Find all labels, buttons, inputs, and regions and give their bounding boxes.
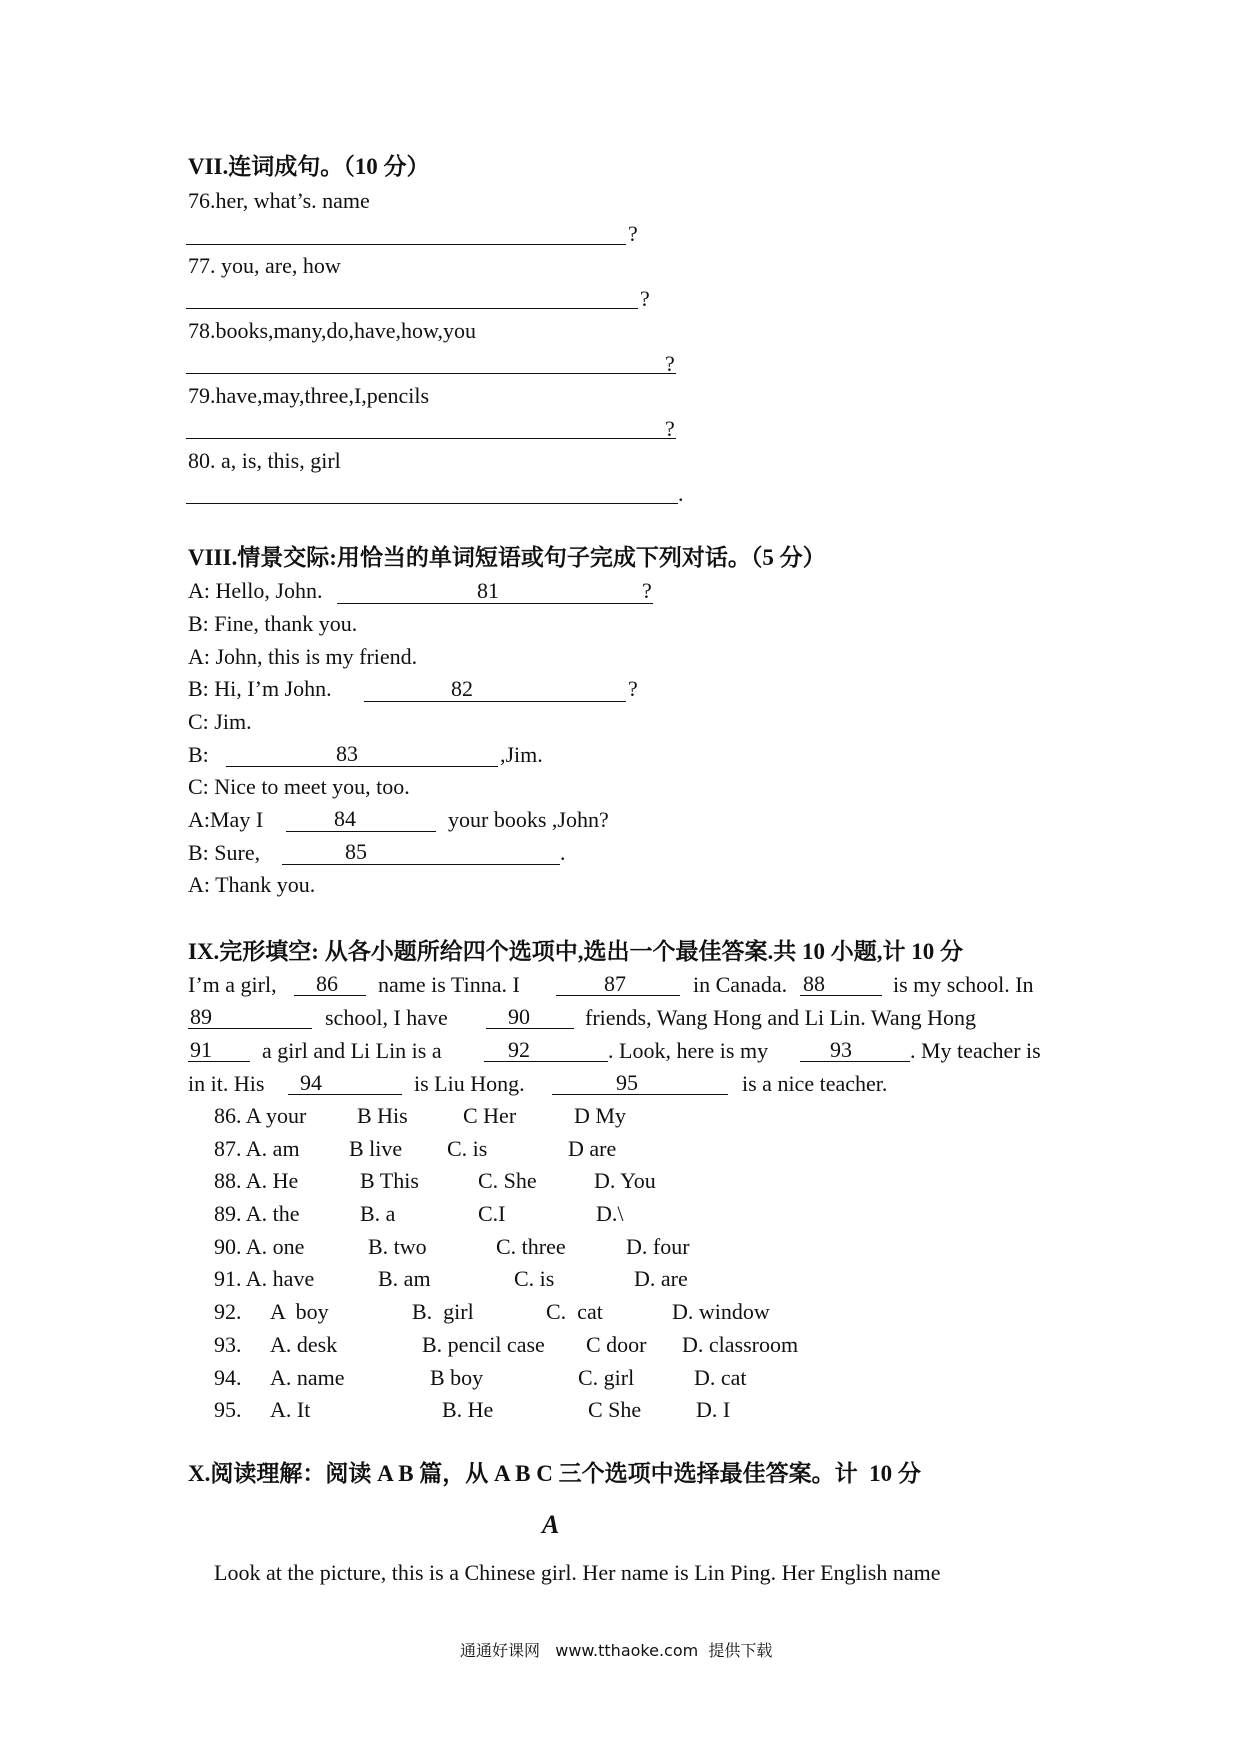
q93-option-c[interactable]: C door <box>586 1332 647 1357</box>
blank-86-number: 86 <box>316 971 338 996</box>
q79-prompt: 79.have,may,three,I,pencils <box>188 383 430 408</box>
blank-87[interactable] <box>556 971 680 996</box>
q87-option-d[interactable]: D are <box>568 1136 617 1161</box>
blank-88[interactable] <box>800 971 882 996</box>
dialog-line-4: B: Hi, I’m John. <box>188 676 332 701</box>
blank-81[interactable] <box>337 578 653 604</box>
q90-stem-a: 90. A. one <box>214 1234 305 1259</box>
q77-end: ? <box>640 286 650 311</box>
q80-end: . <box>678 481 684 506</box>
q91-option-b[interactable]: B. am <box>378 1266 431 1291</box>
blank-95-number: 95 <box>616 1070 638 1095</box>
q76-answer-line[interactable] <box>186 244 626 245</box>
section-10-title: X.阅读理解：阅读 A B 篇，从 A B C 三个选项中选择最佳答案。计 10 分 <box>188 1461 921 1486</box>
q92-stem: 92. <box>214 1299 242 1324</box>
blank-83[interactable] <box>226 741 498 767</box>
q94-option-d[interactable]: D. cat <box>694 1365 747 1390</box>
q92-option-a[interactable]: A boy <box>270 1299 329 1324</box>
q88-option-b[interactable]: B This <box>360 1168 419 1193</box>
cloze-text: . Look, here is my <box>608 1038 769 1063</box>
blank-91[interactable] <box>188 1037 250 1062</box>
blank-94-number: 94 <box>300 1070 322 1095</box>
cloze-text: . My teacher is <box>910 1038 1041 1063</box>
q93-option-a[interactable]: A. desk <box>270 1332 338 1357</box>
q90-option-d[interactable]: D. four <box>626 1234 690 1259</box>
blank-85-number: 85 <box>345 839 367 864</box>
q89-option-c[interactable]: C.I <box>478 1201 506 1226</box>
blank-88-number: 88 <box>803 971 825 996</box>
q77-prompt: 77. you, are, how <box>188 253 341 278</box>
q89-option-b[interactable]: B. a <box>360 1201 396 1226</box>
q95-option-d[interactable]: D. I <box>696 1397 731 1422</box>
cloze-text: in Canada. <box>693 972 788 997</box>
q94-stem: 94. <box>214 1365 242 1390</box>
blank-84-number: 84 <box>334 806 356 831</box>
cloze-text: name is Tinna. I <box>378 972 520 997</box>
cloze-text: is my school. In <box>893 972 1034 997</box>
section-7-title: VII.连词成句。（10 分） <box>188 154 430 179</box>
q86-option-b[interactable]: B His <box>357 1103 408 1128</box>
q95-option-a[interactable]: A. It <box>270 1397 311 1422</box>
section-9-title: IX.完形填空: 从各小题所给四个选项中,选出一个最佳答案.共 10 小题,计 10 分 <box>188 939 963 964</box>
blank-91-number: 91 <box>190 1037 212 1062</box>
dialog-line-6-end: ,Jim. <box>500 742 543 767</box>
q76-end: ? <box>628 221 638 246</box>
q92-option-d[interactable]: D. window <box>672 1299 770 1324</box>
dialog-line-9-end: . <box>560 840 566 865</box>
dialog-line-7: C: Nice to meet you, too. <box>188 774 410 799</box>
blank-92-number: 92 <box>508 1037 530 1062</box>
dialog-line-5: C: Jim. <box>188 709 252 734</box>
passage-a-text: Look at the picture, this is a Chinese girl. Her name is Lin Ping. Her English name <box>214 1560 941 1585</box>
blank-85[interactable] <box>282 839 560 865</box>
cloze-text: I’m a girl, <box>188 972 277 997</box>
q91-option-d[interactable]: D. are <box>634 1266 688 1291</box>
dialog-line-1-end: ? <box>642 578 652 603</box>
q89-stem-a: 89. A. the <box>214 1201 300 1226</box>
q91-stem-a: 91. A. have <box>214 1266 315 1291</box>
cloze-text: a girl and Li Lin is a <box>262 1038 442 1063</box>
blank-94[interactable] <box>288 1070 402 1095</box>
q86-option-c[interactable]: C Her <box>463 1103 517 1128</box>
q79-answer-line[interactable] <box>186 438 676 439</box>
blank-89-number: 89 <box>190 1004 212 1029</box>
q86-option-d[interactable]: D My <box>574 1103 626 1128</box>
q88-option-d[interactable]: D. You <box>594 1168 656 1193</box>
blank-82[interactable] <box>364 676 626 702</box>
page-footer: 通通好课网 www.tthaoke.com 提供下载 <box>460 1641 773 1660</box>
q87-stem-a: 87. A. am <box>214 1136 300 1161</box>
q80-answer-line[interactable] <box>186 503 678 504</box>
blank-95[interactable] <box>552 1070 728 1095</box>
dialog-line-4-end: ? <box>628 676 638 701</box>
blank-93-number: 93 <box>830 1037 852 1062</box>
q92-option-b[interactable]: B. girl <box>412 1299 474 1324</box>
cloze-text: is a nice teacher. <box>742 1071 888 1096</box>
q90-option-b[interactable]: B. two <box>368 1234 427 1259</box>
q89-option-d[interactable]: D.\ <box>596 1201 624 1226</box>
blank-90[interactable] <box>486 1004 574 1029</box>
blank-93[interactable] <box>800 1037 910 1062</box>
dialog-line-8: A:May I <box>188 807 264 832</box>
dialog-line-2: B: Fine, thank you. <box>188 611 358 636</box>
q94-option-a[interactable]: A. name <box>270 1365 345 1390</box>
q78-answer-line[interactable] <box>186 373 676 374</box>
q95-option-b[interactable]: B. He <box>442 1397 494 1422</box>
dialog-line-10: A: Thank you. <box>188 872 316 897</box>
cloze-text: in it. His <box>188 1071 265 1096</box>
q95-option-c[interactable]: C She <box>588 1397 642 1422</box>
q88-option-c[interactable]: C. She <box>478 1168 537 1193</box>
blank-89[interactable] <box>188 1004 312 1029</box>
dialog-line-8-end: your books ,John? <box>448 807 609 832</box>
blank-87-number: 87 <box>604 971 626 996</box>
blank-84[interactable] <box>286 806 436 832</box>
q78-prompt: 78.books,many,do,have,how,you <box>188 318 476 343</box>
cloze-text: is Liu Hong. <box>414 1071 525 1096</box>
q87-option-b[interactable]: B live <box>349 1136 403 1161</box>
q86-stem-a: 86. A your <box>214 1103 307 1128</box>
blank-82-number: 82 <box>451 676 473 701</box>
q93-stem: 93. <box>214 1332 242 1357</box>
q95-stem: 95. <box>214 1397 242 1422</box>
dialog-line-6: B: <box>188 742 209 767</box>
passage-a-heading: A <box>542 1510 560 1539</box>
q93-option-d[interactable]: D. classroom <box>682 1332 799 1357</box>
q79-end: ? <box>665 416 675 441</box>
blank-86[interactable] <box>294 971 366 996</box>
q90-option-c[interactable]: C. three <box>496 1234 566 1259</box>
dialog-line-9: B: Sure, <box>188 840 261 865</box>
q93-option-b[interactable]: B. pencil case <box>422 1332 545 1357</box>
q77-answer-line[interactable] <box>186 308 638 309</box>
q91-option-c[interactable]: C. is <box>514 1266 555 1291</box>
blank-81-number: 81 <box>477 578 499 603</box>
section-8-title: VIII.情景交际:用恰当的单词短语或句子完成下列对话。（5 分） <box>188 545 826 570</box>
blank-90-number: 90 <box>508 1004 530 1029</box>
cloze-text: friends, Wang Hong and Li Lin. Wang Hong <box>585 1005 976 1030</box>
q78-end: ? <box>665 351 675 376</box>
blank-92[interactable] <box>484 1037 608 1062</box>
dialog-line-3: A: John, this is my friend. <box>188 644 418 669</box>
q87-option-c[interactable]: C. is <box>447 1136 488 1161</box>
dialog-line-1: A: Hello, John. <box>188 578 323 603</box>
q94-option-c[interactable]: C. girl <box>578 1365 635 1390</box>
q80-prompt: 80. a, is, this, girl <box>188 448 341 473</box>
q88-stem-a: 88. A. He <box>214 1168 299 1193</box>
q94-option-b[interactable]: B boy <box>430 1365 484 1390</box>
q92-option-c[interactable]: C. cat <box>546 1299 603 1324</box>
q76-prompt: 76.her, what’s. name <box>188 188 370 213</box>
blank-83-number: 83 <box>336 741 358 766</box>
cloze-text: school, I have <box>325 1005 448 1030</box>
